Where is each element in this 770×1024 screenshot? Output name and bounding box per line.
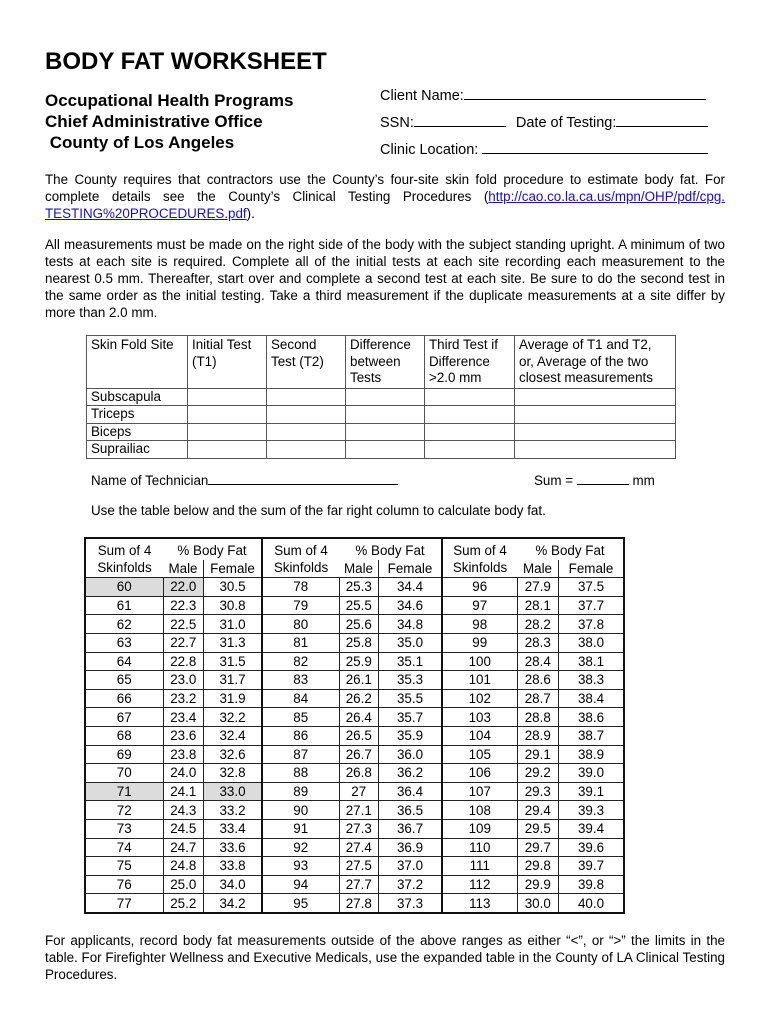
ssn-label: SSN: [380, 115, 414, 131]
female-bodyfat-cell: 34.6 [379, 596, 443, 615]
skinfold-sum-cell: 89 [262, 782, 339, 801]
org-line-program: Occupational Health Programs [45, 91, 294, 110]
male-bodyfat-cell: 24.3 [163, 801, 204, 820]
male-bodyfat-cell: 25.3 [339, 578, 379, 597]
intro-text-end: ). [246, 206, 255, 221]
male-bodyfat-cell: 24.1 [163, 782, 204, 801]
male-bodyfat-cell: 29.1 [517, 745, 559, 764]
male-bodyfat-cell: 26.1 [339, 671, 379, 690]
header-skin-fold-site: Skin Fold Site [87, 336, 188, 389]
avg-cell[interactable] [515, 388, 676, 406]
female-bodyfat-cell: 31.9 [204, 689, 263, 708]
t3-cell[interactable] [425, 388, 515, 406]
male-bodyfat-cell: 22.5 [163, 615, 204, 634]
table-row [85, 726, 624, 745]
t1-cell[interactable] [188, 423, 267, 441]
skinfold-sum-cell: 75 [85, 857, 163, 876]
clinic-location-field[interactable] [482, 139, 708, 154]
use-table-instruction: Use the table below and the sum of the far right column to calculate body fat. [91, 503, 546, 518]
skinfold-sum-cell: 73 [85, 819, 163, 838]
client-name-field[interactable] [464, 85, 706, 100]
female-bodyfat-cell: 35.3 [379, 671, 443, 690]
table-row [85, 819, 624, 838]
t3-cell[interactable] [425, 441, 515, 459]
male-bodyfat-cell: 22.7 [163, 633, 204, 652]
ssn-field[interactable] [414, 112, 506, 127]
table-row [85, 764, 624, 783]
skinfold-sum-cell: 87 [262, 745, 339, 764]
bf-header-row-1 [85, 538, 624, 560]
male-bodyfat-cell: 27.1 [339, 801, 379, 820]
table-row [85, 578, 624, 597]
technician-name-field[interactable] [208, 470, 398, 485]
skinfold-sum-cell: 68 [85, 726, 163, 745]
table-row [85, 745, 624, 764]
table-row [85, 615, 624, 634]
female-bodyfat-cell: 37.7 [559, 596, 625, 615]
female-bodyfat-cell: 34.0 [204, 875, 263, 894]
female-bodyfat-cell: 31.3 [204, 633, 263, 652]
skinfold-sum-cell: 79 [262, 596, 339, 615]
skinfold-sum-cell: 113 [442, 894, 517, 913]
female-bodyfat-cell: 38.3 [559, 671, 625, 690]
client-name-label: Client Name: [380, 88, 464, 104]
site-name: Subscapula [87, 388, 188, 406]
skinfold-sum-cell: 60 [85, 578, 163, 597]
female-bodyfat-cell: 32.2 [204, 708, 263, 727]
header-male: Male [522, 561, 553, 577]
male-bodyfat-cell: 30.0 [517, 894, 559, 913]
female-bodyfat-cell: 39.8 [559, 875, 625, 894]
male-bodyfat-cell: 28.2 [517, 615, 559, 634]
clinic-location-label: Clinic Location: [380, 142, 483, 158]
skinfold-sum-cell: 92 [262, 838, 339, 857]
intro-paragraph [45, 171, 725, 222]
skinfold-sum-cell: 69 [85, 745, 163, 764]
female-bodyfat-cell: 38.9 [559, 745, 625, 764]
female-bodyfat-cell: 31.5 [204, 652, 263, 671]
male-bodyfat-cell: 29.5 [517, 819, 559, 838]
male-bodyfat-cell: 23.4 [163, 708, 204, 727]
female-bodyfat-cell: 33.8 [204, 857, 263, 876]
header-female: Female [379, 560, 443, 578]
skinfold-sum-cell: 83 [262, 671, 339, 690]
clinical-procedures-link[interactable]: http://cao.co.la.ca.us/mpn/OHP/pdf/cpg. TESTING%20PROCEDURES.pdf [45, 189, 725, 221]
skinfold-sum-cell: 84 [262, 689, 339, 708]
skinfold-sum-cell: 95 [262, 894, 339, 913]
header-sum-of-skinfolds: Sum of 4 Skinfolds [97, 543, 152, 575]
female-bodyfat-cell: 38.6 [559, 708, 625, 727]
male-bodyfat-cell: 28.3 [517, 633, 559, 652]
organization-block [45, 90, 293, 153]
male-bodyfat-cell: 22.3 [163, 596, 204, 615]
male-bodyfat-cell: 26.8 [339, 764, 379, 783]
female-bodyfat-cell: 34.8 [379, 615, 443, 634]
date-of-testing-field[interactable] [616, 112, 708, 127]
male-bodyfat-cell: 28.8 [517, 708, 559, 727]
female-bodyfat-cell: 31.0 [204, 615, 263, 634]
male-bodyfat-cell: 26.7 [339, 745, 379, 764]
site-row-suprailiac [87, 441, 676, 459]
site-name: Triceps [87, 406, 188, 424]
t1-cell[interactable] [188, 441, 267, 459]
male-bodyfat-cell: 29.4 [517, 801, 559, 820]
t2-cell[interactable] [267, 423, 346, 441]
male-bodyfat-cell: 24.7 [163, 838, 204, 857]
skinfold-sum-cell: 76 [85, 875, 163, 894]
male-bodyfat-cell: 27.7 [339, 875, 379, 894]
header-percent-body-fat: % Body Fat [355, 543, 425, 558]
avg-cell[interactable] [515, 406, 676, 424]
skinfold-sum-cell: 110 [442, 838, 517, 857]
sum-field[interactable] [577, 470, 629, 485]
female-bodyfat-cell: 33.6 [204, 838, 263, 857]
male-bodyfat-cell: 29.7 [517, 838, 559, 857]
header-male: Male [343, 561, 374, 577]
male-bodyfat-cell: 27.3 [339, 819, 379, 838]
skin-fold-site-table [86, 335, 676, 459]
female-bodyfat-cell: 37.5 [559, 578, 625, 597]
skinfold-sum-cell: 65 [85, 671, 163, 690]
female-bodyfat-cell: 35.7 [379, 708, 443, 727]
skinfold-sum-cell: 91 [262, 819, 339, 838]
male-bodyfat-cell: 24.5 [163, 819, 204, 838]
site-name: Biceps [87, 423, 188, 441]
skinfold-sum-cell: 71 [85, 782, 163, 801]
skinfold-sum-cell: 64 [85, 652, 163, 671]
female-bodyfat-cell: 30.5 [204, 578, 263, 597]
female-bodyfat-cell: 30.8 [204, 596, 263, 615]
female-bodyfat-cell: 37.8 [559, 615, 625, 634]
header-second-test: Second Test (T2) [267, 336, 346, 389]
header-male: Male [168, 561, 198, 577]
skinfold-sum-cell: 63 [85, 633, 163, 652]
skinfold-sum-cell: 106 [442, 764, 517, 783]
skinfold-sum-cell: 77 [85, 894, 163, 913]
male-bodyfat-cell: 26.4 [339, 708, 379, 727]
sum-label: Sum = [534, 473, 577, 488]
male-bodyfat-cell: 25.5 [339, 596, 379, 615]
female-bodyfat-cell: 38.1 [559, 652, 625, 671]
male-bodyfat-cell: 29.8 [517, 857, 559, 876]
female-bodyfat-cell: 39.4 [559, 819, 625, 838]
skinfold-sum-cell: 111 [442, 857, 517, 876]
male-bodyfat-cell: 27.5 [339, 857, 379, 876]
female-bodyfat-cell: 39.1 [559, 782, 625, 801]
skinfold-sum-cell: 109 [442, 819, 517, 838]
female-bodyfat-cell: 39.7 [559, 857, 625, 876]
skinfold-sum-cell: 78 [262, 578, 339, 597]
header-sum-of-skinfolds: Sum of 4 Skinfolds [262, 538, 339, 578]
male-bodyfat-cell: 26.2 [339, 689, 379, 708]
table-row [85, 596, 624, 615]
t3-cell[interactable] [425, 423, 515, 441]
female-bodyfat-cell: 33.0 [204, 782, 263, 801]
male-bodyfat-cell: 23.2 [163, 689, 204, 708]
client-name-row [380, 83, 708, 110]
male-bodyfat-cell: 27.9 [517, 578, 559, 597]
female-bodyfat-cell: 36.2 [379, 764, 443, 783]
table-row [85, 782, 624, 801]
diff-cell[interactable] [346, 423, 425, 441]
diff-cell[interactable] [346, 441, 425, 459]
diff-cell[interactable] [346, 388, 425, 406]
female-bodyfat-cell: 35.1 [379, 652, 443, 671]
header-percent-body-fat: % Body Fat [177, 543, 247, 558]
female-bodyfat-cell: 35.9 [379, 726, 443, 745]
bf-header-row-2 [85, 560, 624, 578]
female-bodyfat-cell: 36.5 [379, 801, 443, 820]
table-row [85, 671, 624, 690]
header-difference: Difference between Tests [346, 336, 425, 389]
male-bodyfat-cell: 24.8 [163, 857, 204, 876]
female-bodyfat-cell: 36.7 [379, 819, 443, 838]
table-row [85, 838, 624, 857]
skinfold-sum-cell: 80 [262, 615, 339, 634]
female-bodyfat-cell: 38.0 [559, 633, 625, 652]
male-bodyfat-cell: 23.8 [163, 745, 204, 764]
male-bodyfat-cell: 28.1 [517, 596, 559, 615]
table-row [85, 689, 624, 708]
skinfold-sum-cell: 85 [262, 708, 339, 727]
footer-note: For applicants, record body fat measurements outside of the above ranges as either “<”, or “>” the limits in the table. For Firefighter Wellness and Executive Medicals, use the expanded table in the County of LA Clinical Testing Procedures. [45, 933, 725, 982]
ssn-date-row [380, 110, 708, 137]
female-bodyfat-cell: 38.4 [559, 689, 625, 708]
skinfold-sum-cell: 86 [262, 726, 339, 745]
male-bodyfat-cell: 25.6 [339, 615, 379, 634]
male-bodyfat-cell: 25.8 [339, 633, 379, 652]
female-bodyfat-cell: 34.4 [379, 578, 443, 597]
technician-label: Name of Technician [91, 473, 209, 488]
skinfold-sum-cell: 72 [85, 801, 163, 820]
male-bodyfat-cell: 25.0 [163, 875, 204, 894]
male-bodyfat-cell: 26.5 [339, 726, 379, 745]
sum-unit: mm [628, 473, 655, 488]
skinfold-sum-cell: 103 [442, 708, 517, 727]
skinfold-sum-cell: 96 [442, 578, 517, 597]
male-bodyfat-cell: 22.0 [163, 578, 204, 597]
male-bodyfat-cell: 27 [339, 782, 379, 801]
female-bodyfat-cell: 39.6 [559, 838, 625, 857]
skinfold-sum-cell: 98 [442, 615, 517, 634]
client-info-block [380, 83, 708, 164]
site-table-header [87, 336, 676, 389]
instructions-paragraph: All measurements must be made on the right side of the body with the subject standing upright. A minimum of two tests at each site is required. Complete all of the initial tests at each site recording each measurement to the nearest 0.5 mm. Thereafter, start over and complete a second test at each site. Be sure to do the second test in the same order as the initial testing. Take a third measurement if the duplicate measurements at a site differ by more than 2.0 mm. [45, 237, 725, 320]
t3-cell[interactable] [425, 406, 515, 424]
header-female: Female [204, 560, 263, 578]
female-bodyfat-cell: 36.9 [379, 838, 443, 857]
female-bodyfat-cell: 37.2 [379, 875, 443, 894]
header-sum-of-skinfolds: Sum of 4 Skinfolds [442, 538, 517, 578]
skinfold-sum-cell: 66 [85, 689, 163, 708]
date-of-testing-label: Date of Testing: [515, 115, 617, 131]
female-bodyfat-cell: 36.4 [379, 782, 443, 801]
female-bodyfat-cell: 33.2 [204, 801, 263, 820]
female-bodyfat-cell: 37.0 [379, 857, 443, 876]
t2-cell[interactable] [267, 388, 346, 406]
site-name: Suprailiac [87, 441, 188, 459]
skinfold-sum-cell: 74 [85, 838, 163, 857]
t1-cell[interactable] [188, 388, 267, 406]
intro-text: The County requires that contractors use the County’s four-site skin fold procedure to estimate body fat. For complete details see the County’s Clinical Testing Procedures ( [45, 172, 725, 204]
female-bodyfat-cell: 33.4 [204, 819, 263, 838]
male-bodyfat-cell: 28.7 [517, 689, 559, 708]
site-row-triceps [87, 406, 676, 424]
skinfold-sum-cell: 62 [85, 615, 163, 634]
female-bodyfat-cell: 38.7 [559, 726, 625, 745]
male-bodyfat-cell: 22.8 [163, 652, 204, 671]
female-bodyfat-cell: 34.2 [204, 894, 263, 913]
female-bodyfat-cell: 35.5 [379, 689, 443, 708]
male-bodyfat-cell: 24.0 [163, 764, 204, 783]
female-bodyfat-cell: 40.0 [559, 894, 625, 913]
female-bodyfat-cell: 39.3 [559, 801, 625, 820]
female-bodyfat-cell: 37.3 [379, 894, 443, 913]
male-bodyfat-cell: 28.9 [517, 726, 559, 745]
table-row [85, 708, 624, 727]
male-bodyfat-cell: 27.8 [339, 894, 379, 913]
female-bodyfat-cell: 31.7 [204, 671, 263, 690]
t2-cell[interactable] [267, 406, 346, 424]
sum-group [534, 470, 655, 488]
male-bodyfat-cell: 27.4 [339, 838, 379, 857]
site-row-subscapula [87, 388, 676, 406]
skinfold-sum-cell: 67 [85, 708, 163, 727]
female-bodyfat-cell: 32.8 [204, 764, 263, 783]
diff-cell[interactable] [346, 406, 425, 424]
skinfold-sum-cell: 99 [442, 633, 517, 652]
t1-cell[interactable] [188, 406, 267, 424]
female-bodyfat-cell: 36.0 [379, 745, 443, 764]
male-bodyfat-cell: 23.6 [163, 726, 204, 745]
female-bodyfat-cell: 32.4 [204, 726, 263, 745]
skinfold-sum-cell: 81 [262, 633, 339, 652]
technician-row [91, 470, 661, 488]
male-bodyfat-cell: 29.9 [517, 875, 559, 894]
table-row [85, 633, 624, 652]
skinfold-sum-cell: 100 [442, 652, 517, 671]
skinfold-sum-cell: 93 [262, 857, 339, 876]
skinfold-sum-cell: 101 [442, 671, 517, 690]
skinfold-sum-cell: 104 [442, 726, 517, 745]
male-bodyfat-cell: 28.4 [517, 652, 559, 671]
male-bodyfat-cell: 28.6 [517, 671, 559, 690]
header-average: Average of T1 and T2, or, Average of the two closest measurements [515, 336, 676, 389]
avg-cell[interactable] [515, 423, 676, 441]
clinic-location-row [380, 137, 708, 164]
header-third-test: Third Test if Difference >2.0 mm [425, 336, 515, 389]
table-row [85, 801, 624, 820]
male-bodyfat-cell: 25.9 [339, 652, 379, 671]
table-row [85, 875, 624, 894]
skinfold-sum-cell: 112 [442, 875, 517, 894]
skinfold-sum-cell: 97 [442, 596, 517, 615]
skinfold-sum-cell: 94 [262, 875, 339, 894]
header-percent-body-fat: % Body Fat [535, 543, 605, 558]
skinfold-sum-cell: 107 [442, 782, 517, 801]
site-row-biceps [87, 423, 676, 441]
male-bodyfat-cell: 23.0 [163, 671, 204, 690]
org-line-office: Chief Administrative Office [45, 112, 263, 131]
table-row [85, 857, 624, 876]
header-initial-test: Initial Test (T1) [188, 336, 267, 389]
skinfold-sum-cell: 61 [85, 596, 163, 615]
skinfold-sum-cell: 70 [85, 764, 163, 783]
female-bodyfat-cell: 39.0 [559, 764, 625, 783]
skinfold-sum-cell: 82 [262, 652, 339, 671]
female-bodyfat-cell: 35.0 [379, 633, 443, 652]
skinfold-sum-cell: 105 [442, 745, 517, 764]
female-bodyfat-cell: 32.6 [204, 745, 263, 764]
male-bodyfat-cell: 29.2 [517, 764, 559, 783]
body-fat-lookup-table [84, 537, 625, 914]
avg-cell[interactable] [515, 441, 676, 459]
table-row [85, 894, 624, 913]
skinfold-sum-cell: 102 [442, 689, 517, 708]
table-row [85, 652, 624, 671]
worksheet-title: BODY FAT WORKSHEET [45, 48, 327, 75]
male-bodyfat-cell: 29.3 [517, 782, 559, 801]
male-bodyfat-cell: 25.2 [163, 894, 204, 913]
skinfold-sum-cell: 108 [442, 801, 517, 820]
org-line-county: County of Los Angeles [45, 133, 235, 152]
header-female: Female [559, 560, 625, 578]
skinfold-sum-cell: 90 [262, 801, 339, 820]
t2-cell[interactable] [267, 441, 346, 459]
skinfold-sum-cell: 88 [262, 764, 339, 783]
